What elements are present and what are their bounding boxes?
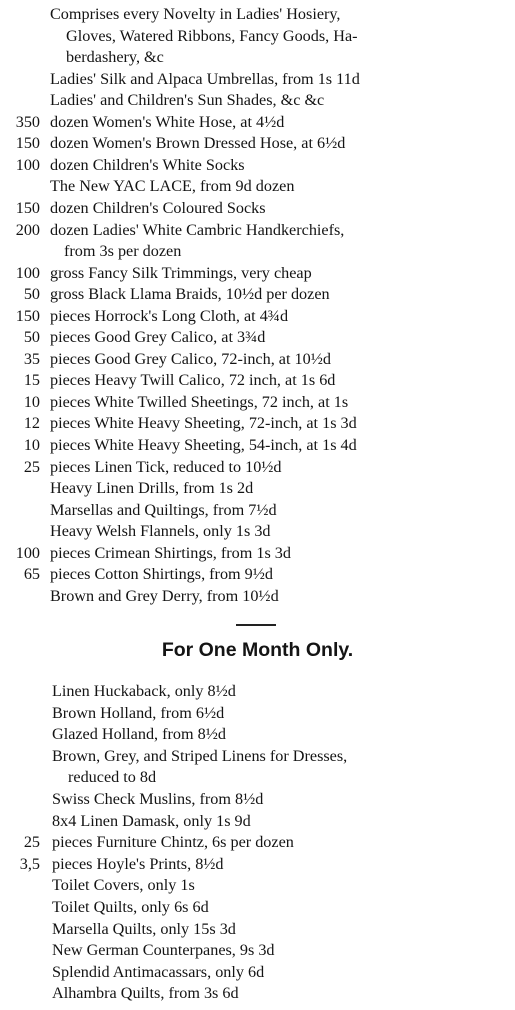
item-description: Heavy Welsh Flannels, only 1s 3d	[50, 522, 271, 541]
item-description: pieces Good Grey Calico, 72-inch, at 10½d	[50, 349, 331, 368]
price-list-line	[0, 68, 515, 90]
price-list-line	[0, 434, 515, 456]
item-description: pieces Furniture Chintz, 6s per dozen	[52, 833, 294, 852]
item-description: pieces Linen Tick, reduced to 10½d	[50, 457, 282, 476]
item-description: Heavy Linen Drills, from 1s 2d	[50, 479, 254, 498]
item-description: Glazed Holland, from 8½d	[52, 725, 226, 744]
item-description: pieces Cotton Shirtings, from 9½d	[50, 565, 274, 584]
price-list-line	[0, 154, 515, 176]
price-list-line	[0, 542, 515, 564]
item-quantity: 100	[15, 263, 40, 282]
item-description: dozen Women's White Hose, at 4½d	[50, 112, 285, 131]
item-quantity: 3,5	[19, 854, 40, 873]
price-list-line	[0, 25, 515, 47]
price-list-line	[0, 939, 515, 961]
item-description: gross Fancy Silk Trimmings, very cheap	[50, 263, 312, 282]
price-list-line	[0, 680, 515, 702]
price-list-line	[0, 477, 515, 499]
item-description: Ladies' Silk and Alpaca Umbrellas, from 1s 11d	[50, 69, 360, 88]
item-description: dozen Children's Coloured Socks	[50, 198, 266, 217]
price-list-line	[0, 283, 515, 305]
item-description: berdashery, &c	[66, 48, 164, 67]
item-description: Linen Huckaback, only 8½d	[52, 682, 236, 700]
divider-rule	[236, 624, 276, 626]
item-quantity: 65	[23, 565, 40, 584]
price-list-line	[0, 563, 515, 585]
item-description: Toilet Quilts, only 6s 6d	[52, 898, 209, 916]
item-quantity: 150	[15, 306, 40, 325]
item-description: pieces White Heavy Sheeting, 54-inch, at 1s 4d	[50, 436, 357, 454]
item-description: New German Counterpanes, 9s 3d	[52, 941, 275, 960]
price-list-line	[0, 219, 515, 241]
price-list-line	[0, 766, 515, 788]
item-description: The New YAC LACE, from 9d dozen	[50, 177, 295, 196]
price-list-line	[0, 369, 515, 391]
item-quantity: 100	[15, 543, 40, 562]
item-description: from 3s per dozen	[64, 242, 182, 261]
item-description: dozen Ladies' White Cambric Handkerchiefs,	[50, 220, 345, 239]
item-description: Brown and Grey Derry, from 10½d	[50, 586, 279, 605]
item-description: 8x4 Linen Damask, only 1s 9d	[52, 811, 251, 830]
item-description: Ladies' and Children's Sun Shades, &c &c	[50, 91, 325, 110]
price-list-line	[0, 918, 515, 940]
item-quantity: 100	[15, 155, 40, 174]
item-description: pieces White Heavy Sheeting, 72-inch, at 1s 3d	[50, 414, 357, 433]
price-list-line	[0, 326, 515, 348]
price-list-line	[0, 262, 515, 284]
price-list-line	[0, 499, 515, 521]
price-list-line	[0, 788, 515, 810]
item-description: Brown Holland, from 6½d	[52, 703, 225, 722]
item-quantity: 50	[23, 285, 40, 304]
price-list-line	[0, 723, 515, 745]
item-quantity: 150	[15, 198, 40, 217]
item-description: Gloves, Watered Ribbons, Fancy Goods, Ha-	[66, 26, 358, 45]
item-description: Brown, Grey, and Striped Linens for Dresses,	[52, 746, 348, 765]
price-list-line	[0, 3, 515, 25]
item-description: Alhambra Quilts, from 3s 6d	[52, 984, 239, 1003]
item-quantity: 10	[23, 436, 40, 454]
price-list-line	[0, 197, 515, 219]
price-list-line	[0, 520, 515, 542]
price-list-line	[0, 896, 515, 918]
price-list-line	[0, 456, 515, 478]
item-description: Comprises every Novelty in Ladies' Hosiery,	[50, 5, 341, 23]
item-quantity: 25	[23, 833, 40, 852]
price-list-line	[0, 348, 515, 370]
item-quantity: 10	[23, 392, 40, 411]
price-list-line	[0, 132, 515, 154]
price-list-line	[0, 745, 515, 767]
item-quantity: 200	[15, 220, 40, 239]
item-quantity: 25	[23, 457, 40, 476]
item-description: pieces Heavy Twill Calico, 72 inch, at 1s 6d	[50, 371, 336, 390]
item-quantity: 15	[23, 371, 40, 390]
item-description: pieces Crimean Shirtings, from 1s 3d	[50, 543, 291, 562]
price-list-line	[0, 982, 515, 1004]
item-description: Marsella Quilts, only 15s 3d	[52, 919, 236, 938]
item-description: dozen Children's White Socks	[50, 155, 245, 174]
item-quantity: 150	[15, 134, 40, 153]
item-description: Marsellas and Quiltings, from 7½d	[50, 500, 277, 519]
price-list-line	[0, 240, 515, 262]
price-list-line	[0, 831, 515, 853]
item-description: gross Black Llama Braids, 10½d per dozen	[50, 285, 330, 304]
item-description: pieces White Twilled Sheetings, 72 inch, at 1s	[50, 392, 349, 411]
price-list-line	[0, 961, 515, 983]
item-quantity: 35	[23, 349, 40, 368]
price-list-line	[0, 810, 515, 832]
section-heading: For One Month Only.	[161, 639, 354, 661]
item-quantity: 50	[23, 328, 40, 347]
item-quantity: 12	[23, 414, 40, 433]
price-list-line	[0, 175, 515, 197]
price-list-line	[0, 89, 515, 111]
item-description: Swiss Check Muslins, from 8½d	[52, 790, 264, 808]
price-list-line	[0, 391, 515, 413]
price-list-line	[0, 412, 515, 434]
price-list-line	[0, 853, 515, 875]
price-list-line	[0, 46, 515, 68]
item-description: Splendid Antimacassars, only 6d	[52, 962, 265, 981]
item-quantity: 350	[15, 112, 40, 131]
item-description: pieces Horrock's Long Cloth, at 4¾d	[50, 306, 289, 325]
price-list-line	[0, 874, 515, 896]
item-description: dozen Women's Brown Dressed Hose, at 6½d	[50, 134, 346, 153]
price-list-line	[0, 305, 515, 327]
item-description: Toilet Covers, only 1s	[52, 876, 195, 895]
item-description: pieces Hoyle's Prints, 8½d	[52, 854, 224, 873]
price-list-line	[0, 111, 515, 133]
item-description: pieces Good Grey Calico, at 3¾d	[50, 328, 266, 347]
price-list-line	[0, 585, 515, 607]
price-list-line	[0, 702, 515, 724]
item-description: reduced to 8d	[68, 768, 157, 787]
